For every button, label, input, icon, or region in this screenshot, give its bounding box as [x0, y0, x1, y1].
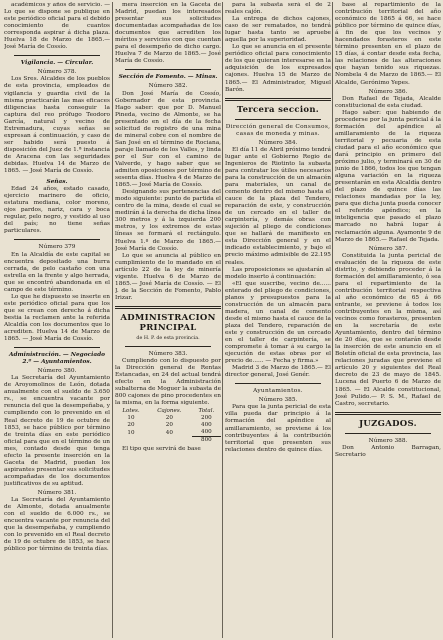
divider	[345, 433, 431, 434]
paragraph: Constituida la junta pericial de evaluación de la riqueza de este distrito, y debiendo proceder á la formación del amillaramiento, ó sea para el repartimiento de la contribución territorial respectiva al año económico de 65 á 66 entrante, se previene á todos los contribuyentes en la misma, así vecinos como forasteros, presenten en la secretaría de este Ayuntamiento, dentro del término de 20 días, que se contarán desde la inserción de este anuncio en el Boletín oficial de esta provincia, las relaciones juradas que previene el artículo 20 y siguientes del Real decreto de 23 de mayo de 1845. Lucena del Puerto 6 de Marzo de 1865. — El Alcalde constitucional, José Pulido.— P. S. M., Rafael de Castro, secretario.	[335, 252, 441, 407]
paragraph: En la Alcaldía de este capital se encuentra depositado una burra cerrada, de pelo castaño con una estrella en la frente y algo herrada, que se encontró abandonada en el campo de este término.	[4, 251, 110, 293]
table-cell: 40	[165, 429, 173, 436]
table-total-row	[115, 437, 221, 445]
notice-number: Número 386.	[368, 88, 408, 95]
divider	[14, 239, 100, 240]
divider	[14, 55, 100, 56]
column-divider	[332, 2, 333, 638]
table-row	[115, 429, 221, 437]
paragraph: Madrid 3 de Marzo de 1865.— El director general, José Genér.	[225, 365, 331, 379]
table-row	[115, 422, 221, 429]
paragraph: Don Antonio Barragan, Secretario	[335, 444, 441, 458]
table-cell: 200	[201, 415, 212, 422]
divider	[235, 383, 321, 384]
notice-number: Número 388.	[368, 437, 408, 444]
table-header: Total.	[198, 408, 215, 415]
paragraph: La Secretaría del Ayuntamiento de Almonte, dotada anualmente con el sueldo de 6.000 rs., se encuentra vacante por renuncia del que la desempeñaba, y cumpliendo con lo prevenido en el Real decreto de 19 de octubre de 1853, se hace público por término de treinta días.	[4, 497, 110, 553]
lots-table	[115, 408, 221, 444]
section-title: ADMINISTRACION PRINCIPAL	[120, 312, 216, 333]
divider	[125, 346, 211, 347]
double-divider	[335, 412, 441, 415]
section-title: Tercera seccion.	[236, 104, 320, 115]
paragraph: mera inserción en la Gaceta de Madrid, puedan los interesados presentar sus solicitudes documentadas acompañadas de los documentos que acrediten los méritos y servicios con que cuentan para el desempeño de dicho cargo. Huelva 7 de Marzo de 1865.— José María de Cossío.	[115, 2, 221, 65]
column-divider	[112, 2, 113, 638]
paragraph: base al repartimiento de la contribución territorial del año económico de 1865 á 66, se hace público por término de quince días, á fin de que los vecinos y hacendados forasteros en este término presenten en el plazo de 15 días, á contar desde esta fecha, las relaciones de las alteraciones que hayan tenido sus riquezas. Nombela 4 de Marzo de 1865.— El Alcalde, Gerónimo Yepes.	[335, 2, 441, 86]
paragraph: El tipo que servirá de base	[122, 446, 201, 453]
notice-number: Número 383.	[148, 350, 188, 357]
divider	[235, 119, 321, 120]
paragraph: para la subasta será el de 2 reales cajón.	[225, 2, 331, 16]
column-4	[335, 2, 441, 638]
paragraph: El día 11 de Abril próximo tendrá lugar ante el Gobierno Regio de Ingenieros de Riotinto la subasta para contratar los útiles necesarios para la construcción de un almacén para materiales, un canal de cemento dentro del mismo hasta el cauce de la plaza del Tendero, reparación de este, y construcción de un cercado en el taller de carpintería, y demás obras con sujeción al pliego de condiciones que se hallará de manifiesto en esta Dirección general y en el indicado establecimiento, y bajo el precio máximo admisible de 22.195 reales.	[225, 146, 331, 266]
paragraph: Hago saber: que habiendo de procederse por la junta pericial á la formación del apéndice al amillaramiento de la riqueza territorial y pecuaria de esta ciudad para el año económico que dará principio en primero del próximo julio, y terminará en 30 de junio de 1866, todos los que tengan alguna variación en la riqueza presentarán en esta Alcaldía dentro del plazo de quince días las relaciones mandadas por la ley, para que dicha junta pueda conocer el referido apéndice; en la inteligencia que pasado el plazo marcado no habrá lugar á reclamación alguna. Ayamonte 9 de Marzo de 1865.— Rafael de Tejada.	[335, 109, 441, 243]
table-cell: 10	[127, 415, 135, 422]
paragraph: académicos y años de servicio. — Lo que se dispone se publique en este periódico oficial para el debido conocimiento de cuantos corresponda aspirar á dicha plaza. Huelva 18 de Marzo de 1865.— José María de Cossío.	[4, 2, 110, 51]
paragraph: Lo que he dispuesto se inserte en este periódico oficial para que los que se crean con derecho á dicha bestia la reclamen ante la referida Alcaldía con los documentos que lo acrediten. Huelva 14 de Marzo de 1865. — José María de Cossío.	[4, 293, 110, 343]
paragraph: La entrega de dichos cajones, caso de ser rematados, no tendrá lugar hasta tanto se apruebe aquella por la superioridad.	[225, 16, 331, 44]
notice-number: Número 387.	[368, 245, 408, 252]
notice-number: Número 380.	[37, 368, 77, 375]
table-cell: 20	[165, 422, 173, 429]
paragraph: Para que la junta pericial de esta villa pueda dar principio á la formación del apéndice al amillaramiento, se previene á los contribuyentes á la contribución territorial que presenten sus relaciones dentro de quince días.	[225, 404, 331, 453]
section-heading: Administración. — Negociado 2.º — Ayuntamientos.	[8, 352, 106, 366]
table-cell: 20	[165, 415, 173, 422]
divider	[125, 69, 211, 70]
notice-number: Número 378.	[37, 69, 77, 76]
table-row	[115, 415, 221, 422]
notice-number: Número 384.	[258, 139, 298, 146]
table-cell: 400	[201, 422, 212, 429]
table-header-row	[115, 408, 221, 415]
section-heading: Señas.	[46, 179, 68, 186]
paragraph: Don José María de Cossío, Gobernador de esta provincia. Hago saber: que por D. Manuel Pineda, vecino de Almonte, se ha presentado en el día de la fecha solicitud de registro de una mina de mineral cobre con el nombre de San José en el término de Rociana, paraje llamado de los Valles, y linda por el Sur con el camino de Valverde, y hago saber que se admiten oposiciones por término de sesenta días. Huelva 4 de Marzo de 1865.— José María de Cossío.	[115, 90, 221, 189]
table-cell: 400	[201, 429, 212, 436]
double-divider	[115, 306, 221, 309]
double-divider	[225, 98, 331, 101]
section-title: JUZGADOS.	[359, 418, 417, 429]
section-heading: Vigilancia. — Circular.	[20, 60, 94, 67]
paragraph: Designando sus pertenencias del modo siguiente: punto de partida el centro de la mina, desde el cual se medirán á la derecha de dicha línea 300 metros y á la izquierda 200 metros, y los extremos de estas líneas se formará el rectángulo. Huelva 1.º de Marzo de 1865.— José María de Cossío.	[115, 189, 221, 252]
paragraph: Edad 24 años, estado casado, ejercicio marinero de oficio, estatura mediana, color moreno, ojos pardos, nariz, cara y boca regular, pelo negro, y vestido al uso del país; no tiene señas particulares.	[4, 186, 110, 235]
notice-number: Número 381.	[37, 490, 77, 496]
paragraph: Las proposiciones se ajustarán al modelo inserto á continuación:	[225, 266, 331, 280]
divider	[14, 347, 100, 348]
paragraph: «El que suscribe, vecino de...... enterado del pliego de condiciones, planos y presupuestos para la construcción de un almacén para madera, un canal de cemento desde el mismo hasta el cauce de la plaza del Tendero, reparación de este y construcción de un cercado en el taller de carpintería, se compromete á tomar á su cargo la ejecución de estas obras por el precio de...... — Fecha y firma.»	[225, 280, 331, 365]
column-1	[4, 2, 110, 638]
section-heading: Dirección general de Consumos, casas de moneda y minas.	[225, 123, 331, 137]
notice-number: Número 382.	[148, 83, 188, 90]
paragraph: La Secretaría del Ayuntamiento de Aroyomolinos de León, dotada anualmente con el sueldo de 3.650 rs., se encuentra vacante por renuncia del que la desempeñaba, y cumpliendo con lo prevenido en el Real decreto de 19 de octubre de 1853, se hace público por término de treinta días en este periódico oficial para que en el término de un mes, contado desde que tenga efecto la presente inserción en la Gaceta de Madrid, puedan los aspirantes presentar sus solicitudes acompañadas de los documentos justificativos de su aptitud.	[4, 375, 110, 487]
paragraph: Cumpliendo con lo dispuesto por la Dirección general de Rentas Estancadas, en 24 del actual tendrá efecto en la Administración subalterna de Moguer la subasta de 800 cajones de pino procedentes en la misma, en la forma siguiente.	[115, 357, 221, 407]
paragraph: Don Rafael de Tejada, Alcalde constitucional de esta ciudad.	[335, 95, 441, 109]
paragraph: Lo que se anuncia al público en cumplimiento de lo mandado en el artículo 22 de la ley de minería vigente. Huelva 6 de Marzo de 1865.— José María de Cossío. — El J. de la Sección de Fomento, Pablo Irizar.	[115, 252, 221, 301]
notice-number: Número 385.	[258, 397, 298, 404]
section-heading: Sección de Fomento. — Minas.	[118, 74, 218, 81]
table-header: Lotes.	[122, 408, 140, 415]
paragraph: Los Sres. Alcaldes de los pueblos de esta provincia, empleados de vigilancia y guardia civil de la misma practicarán las mas eficaces diligencias hasta conseguir la captura del reo prófugo Teodoro García, natural y vecino de Extremadura, cuyas señas se expresan á continuación, y caso de ser habido será puesto á disposición del Juez de 1.ª instancia de Aracena con las seguridades debidas. Huelva 14 de Marzo de 1865. — José María de Cossío.	[4, 76, 110, 175]
table-cell: 10	[127, 429, 135, 436]
table-header: Cajones.	[157, 408, 182, 415]
column-divider	[222, 2, 223, 638]
notice-number: Número 379	[38, 244, 76, 251]
paragraph: Lo que se anuncia en el presente periódico oficial para conocimiento de los que quieran interesarse en la adquisición de los expresados cajones. Huelva 15 de Marzo de 1865.— El Administrador, Miguel Barón.	[225, 44, 331, 93]
table-total: 800	[192, 437, 221, 445]
column-2	[115, 2, 221, 638]
section-heading: Ayuntamientos.	[253, 388, 303, 395]
table-cell: 20	[127, 422, 135, 429]
column-3	[225, 2, 331, 638]
section-subtitle: de H. P. de esta provincia.	[136, 335, 200, 341]
